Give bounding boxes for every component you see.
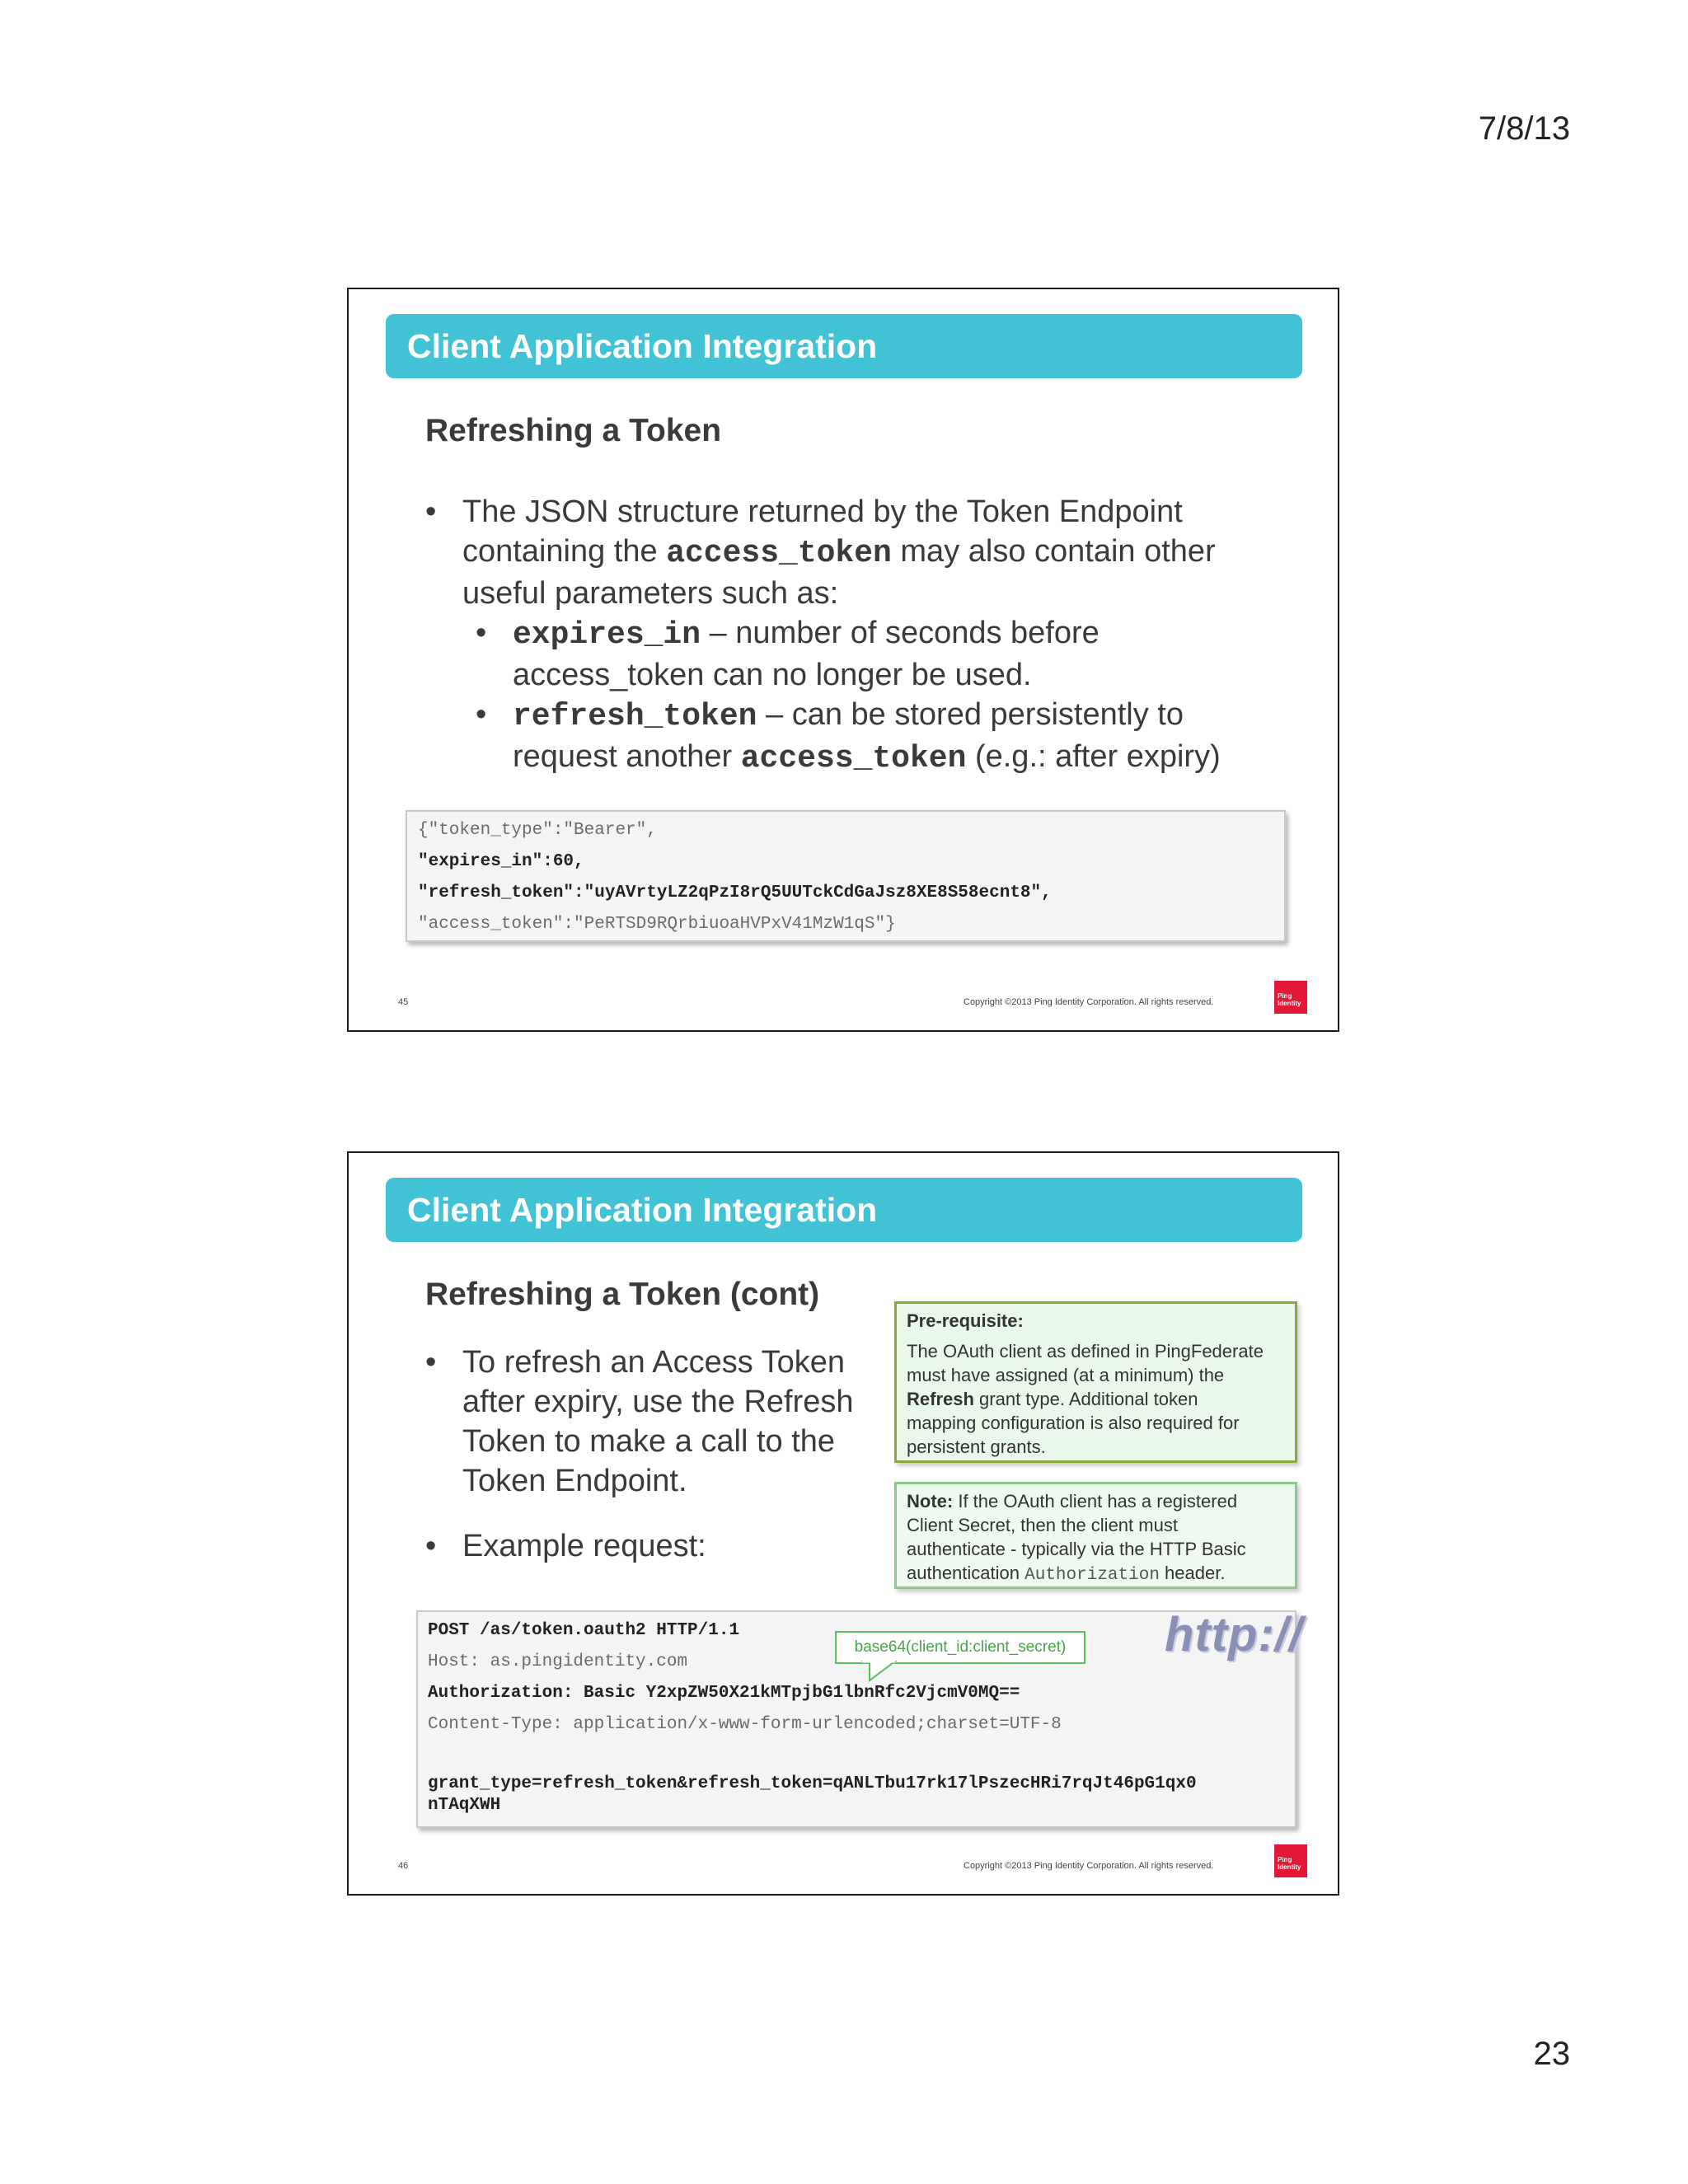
ping-identity-logo: Ping Identity: [1274, 981, 1307, 1014]
bullet-dot: •: [425, 1529, 437, 1563]
slide-number: 45: [398, 997, 409, 1007]
code-line: Authorization: Basic Y2xpZW50X21kMTpjbG1lbnRfc2VjcmV0MQ==: [428, 1684, 1020, 1703]
code-line: "refresh_token":"uyAVrtyLZ2qPzI8rQ5UUTckCdGaJsz8XE8S58ecnt8",: [418, 883, 1052, 902]
slide-banner: Client Application Integration: [386, 314, 1302, 378]
sub-bullet-refresh-token: • refresh_token – can be stored persistently to request another access_token (e.g.: after expiry): [425, 695, 1221, 779]
code-line: "expires_in":60,: [418, 852, 584, 871]
ping-identity-logo: Ping Identity: [1274, 1844, 1307, 1877]
page-number: 23: [1533, 2036, 1570, 2072]
slide-subtitle: Refreshing a Token (cont): [425, 1277, 820, 1312]
bullet-dot: •: [425, 1345, 437, 1380]
code-line: grant_type=refresh_token&refresh_token=qANLTbu17rk17lPszecHRi7rqJt46pG1qx0: [428, 1774, 1197, 1793]
copyright: Copyright ©2013 Ping Identity Corporation. All rights reserved.: [964, 997, 1214, 1007]
bullet-dot: •: [476, 616, 487, 650]
code-line: POST /as/token.oauth2 HTTP/1.1: [428, 1621, 740, 1640]
base64-callout: base64(client_id:client_secret): [835, 1631, 1085, 1664]
bullet-text: The JSON structure returned by the Token Endpoint: [462, 494, 1183, 529]
prerequisite-box: Pre-requisite: The OAuth client as defined in PingFederate must have assigned (at a minimum) the Refresh grant type. Additional token mapping configuration is also required for persistent grants.: [894, 1301, 1297, 1463]
callout-pointer: [860, 1661, 901, 1682]
slide-number: 46: [398, 1861, 409, 1871]
page-date: 7/8/13: [1478, 110, 1570, 147]
code-line: {"token_type":"Bearer",: [418, 821, 657, 840]
note-label: Note:: [907, 1491, 954, 1511]
http-logo: http://: [1165, 1608, 1304, 1661]
code-line: Content-Type: application/x-www-form-urlencoded;charset=UTF-8: [428, 1715, 1062, 1734]
bullet-list: [425, 1343, 854, 1566]
bullet-item: • To refresh an Access Token after expiry, use the Refresh Token to make a call to the Token Endpoint.: [425, 1343, 854, 1501]
copyright: Copyright ©2013 Ping Identity Corporation. All rights reserved.: [964, 1861, 1214, 1871]
code-line: "access_token":"PeRTSD9RQrbiuoaHVPxV41MzW1qS"}: [418, 915, 896, 934]
bullet-dot: •: [425, 494, 437, 529]
bullet-dot: •: [476, 697, 487, 732]
slide-45: [347, 288, 1339, 1032]
json-code-block: [406, 810, 1286, 942]
prerequisite-title: Pre-requisite:: [907, 1310, 1024, 1331]
slide-46: [347, 1151, 1339, 1896]
code-line: nTAqXWH: [428, 1796, 501, 1815]
bullet-text: containing the access_token may also contain other: [462, 534, 1216, 571]
bullet-item: • Example request:: [425, 1526, 854, 1566]
sub-bullet-expires-in: • expires_in – number of seconds before access_token can no longer be used.: [425, 613, 1221, 695]
bullet-list: [425, 492, 1221, 779]
slide-subtitle: Refreshing a Token: [425, 413, 722, 448]
note-box: Note: If the OAuth client has a registered Client Secret, then the client must authenticate - typically via the HTTP Basic authentication Authorization header.: [894, 1482, 1297, 1589]
code-line: Host: as.pingidentity.com: [428, 1652, 688, 1671]
bullet-item: [425, 492, 1221, 613]
slide-banner: Client Application Integration: [386, 1178, 1302, 1242]
bullet-text: useful parameters such as:: [462, 576, 839, 611]
